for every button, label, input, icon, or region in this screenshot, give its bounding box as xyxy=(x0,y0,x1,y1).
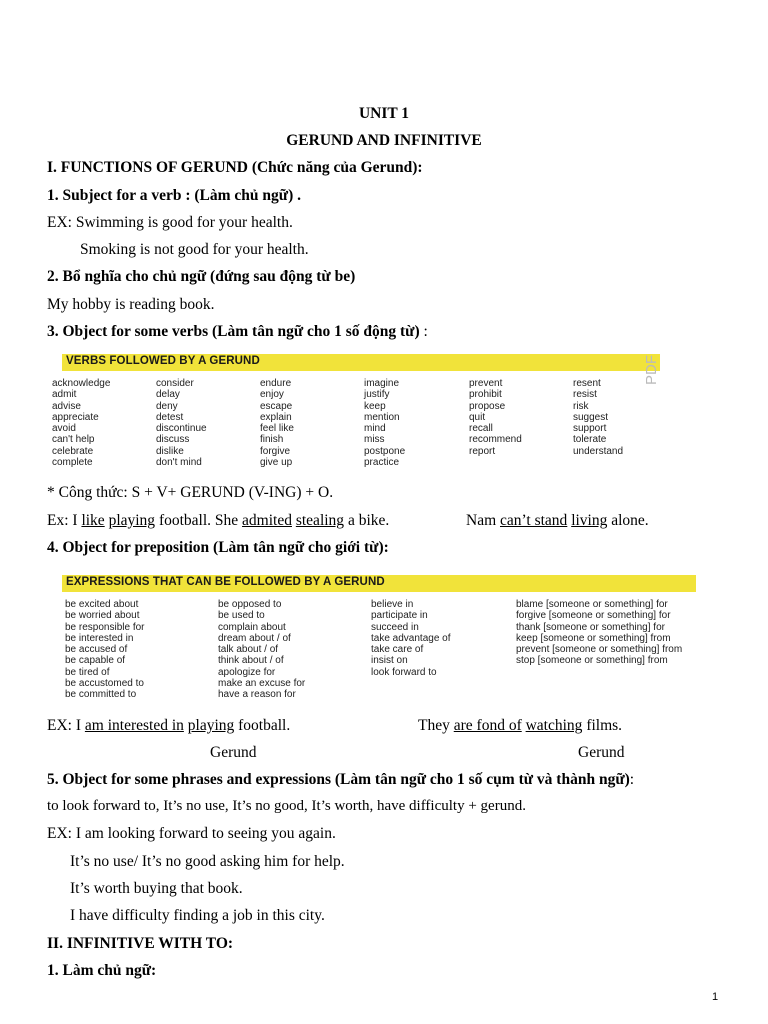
list-item: look forward to xyxy=(371,666,437,678)
verbs-col-3 xyxy=(260,378,294,468)
verbs-col-6 xyxy=(573,378,623,457)
list-item: mind xyxy=(364,423,386,435)
expr-col-1 xyxy=(65,599,145,701)
list-item: detest xyxy=(156,411,184,423)
verbs-gerund-bar xyxy=(62,354,660,371)
list-item: be accused of xyxy=(65,644,128,656)
list-item: deny xyxy=(156,400,178,412)
list-item: celebrate xyxy=(52,445,94,457)
example-2: Smoking is not good for your health. xyxy=(80,241,309,258)
expressions-bar xyxy=(62,575,696,592)
list-item: complete xyxy=(52,457,93,469)
example-3: My hobby is reading book. xyxy=(47,296,215,313)
list-item: blame [someone or something] for xyxy=(516,599,668,610)
s5-list: to look forward to, It’s no use, It’s no good, It’s worth, have difficulty + gerund. xyxy=(47,798,526,814)
list-item: justify xyxy=(364,389,390,401)
list-item: appreciate xyxy=(52,411,99,423)
list-item: support xyxy=(573,423,607,435)
list-item: admit xyxy=(52,389,77,401)
list-item: prevent xyxy=(469,378,503,389)
gerund-label-1: Gerund xyxy=(210,744,257,761)
subsection-5-heading: 5. Object for some phrases and expressions (Làm tân ngữ cho 1 số cụm từ và thành ngữ): xyxy=(47,771,635,788)
list-item: make an excuse for xyxy=(218,678,306,690)
pdf-watermark-icon xyxy=(640,345,662,389)
section-2-sub-1: 1. Làm chủ ngữ: xyxy=(47,962,157,979)
list-item: believe in xyxy=(371,599,414,610)
list-item: be used to xyxy=(218,610,265,622)
example-line-2: Nam can’t stand living alone. xyxy=(466,512,649,529)
verbs-col-4 xyxy=(364,378,405,468)
subsection-3-heading xyxy=(47,323,428,341)
expr-col-4 xyxy=(516,599,682,667)
list-item: prevent [someone or something] from xyxy=(516,644,683,656)
s4-example-2: They are fond of watching films. xyxy=(418,717,623,734)
list-item: talk about / of xyxy=(218,644,279,656)
list-item: be excited about xyxy=(65,599,139,610)
list-item: enjoy xyxy=(260,389,284,401)
subsection-2-heading: 2. Bổ nghĩa cho chủ ngữ (đứng sau động từ be) xyxy=(47,268,356,285)
list-item: be tired of xyxy=(65,666,110,678)
s3-text: . Object for some verbs (Làm tân ngữ cho 1 số động từ) xyxy=(54,323,420,340)
list-item: recommend xyxy=(469,434,522,446)
list-item: dream about / of xyxy=(218,632,291,644)
list-item: take care of xyxy=(371,644,424,656)
list-item: take advantage of xyxy=(371,632,451,644)
list-item: can't help xyxy=(52,434,95,446)
unit-title: UNIT 1 xyxy=(358,105,410,122)
list-item: advise xyxy=(52,400,81,412)
list-item: practice xyxy=(364,457,400,469)
s4-example: EX: I am interested in playing football. xyxy=(47,717,291,734)
list-item: mention xyxy=(364,411,400,423)
subsection-4-heading: 4. Object for preposition (Làm tân ngữ cho giới từ): xyxy=(47,539,389,556)
verbs-gerund-title: VERBS FOLLOWED BY A GERUND xyxy=(66,355,260,367)
list-item: apologize for xyxy=(218,666,276,678)
list-item: postpone xyxy=(364,445,406,457)
list-item: have a reason for xyxy=(218,689,296,701)
list-item: be committed to xyxy=(65,689,137,701)
list-item: be worried about xyxy=(65,610,140,622)
list-item: stop [someone or something] from xyxy=(516,655,668,667)
section-1-heading: I. FUNCTIONS OF GERUND (Chức năng của Gerund): xyxy=(47,159,423,176)
list-item: keep xyxy=(364,400,386,412)
list-item: recall xyxy=(469,423,493,435)
verbs-col-5 xyxy=(469,378,522,457)
svg-text:PDF: PDF xyxy=(643,355,660,385)
expr-col-2 xyxy=(218,599,305,701)
list-item: escape xyxy=(260,400,293,412)
list-item: miss xyxy=(364,434,385,446)
list-item: acknowledge xyxy=(52,378,111,389)
list-item: give up xyxy=(260,457,293,469)
list-item: resent xyxy=(573,378,601,389)
list-item: be responsible for xyxy=(65,621,145,633)
list-item: suggest xyxy=(573,411,609,423)
s5-example-2: It’s no use/ It’s no good asking him for help. xyxy=(70,853,345,870)
list-item: discuss xyxy=(156,434,190,446)
example-1: EX: Swimming is good for your health. xyxy=(47,214,293,231)
list-item: complain about xyxy=(218,621,286,633)
list-item: avoid xyxy=(52,423,76,435)
list-item: keep [someone or something] from xyxy=(516,632,671,644)
list-item: don't mind xyxy=(156,457,202,469)
list-item: delay xyxy=(156,389,180,401)
list-item: feel like xyxy=(260,423,294,435)
list-item: thank [someone or something] for xyxy=(516,621,665,633)
list-item: forgive xyxy=(260,445,291,457)
verbs-col-2 xyxy=(156,378,207,468)
gerund-label-2: Gerund xyxy=(578,744,625,761)
doc-title: GERUND AND INFINITIVE xyxy=(286,132,482,149)
list-item: participate in xyxy=(371,610,428,622)
list-item: propose xyxy=(469,400,506,412)
s3-colon: : xyxy=(419,323,428,340)
list-item: forgive [someone or something] for xyxy=(516,610,671,622)
list-item: be accustomed to xyxy=(65,678,144,690)
list-item: prohibit xyxy=(469,389,502,401)
list-item: tolerate xyxy=(573,434,607,446)
list-item: risk xyxy=(573,400,589,412)
list-item: discontinue xyxy=(156,423,207,435)
list-item: report xyxy=(469,445,496,457)
list-item: dislike xyxy=(156,445,184,457)
s3-number: 3 xyxy=(47,323,55,340)
expressions-title: EXPRESSIONS THAT CAN BE FOLLOWED BY A GERUND xyxy=(66,576,385,588)
list-item: endure xyxy=(260,378,292,389)
list-item: be opposed to xyxy=(218,599,282,610)
section-2-heading: II. INFINITIVE WITH TO: xyxy=(47,935,234,952)
list-item: consider xyxy=(156,378,194,389)
expr-col-3 xyxy=(371,599,451,678)
list-item: quit xyxy=(469,411,486,423)
page-number: 1 xyxy=(712,991,719,1003)
list-item: understand xyxy=(573,445,624,457)
list-item: finish xyxy=(260,434,284,446)
verbs-col-1 xyxy=(52,378,110,468)
list-item: think about / of xyxy=(218,655,284,667)
list-item: succeed in xyxy=(371,621,419,633)
s5-example-1: EX: I am looking forward to seeing you again. xyxy=(47,825,336,842)
s5-example-3: It’s worth buying that book. xyxy=(70,880,243,897)
list-item: be interested in xyxy=(65,632,134,644)
formula: * Công thức: S + V+ GERUND (V-ING) + O. xyxy=(47,484,334,501)
list-item: be capable of xyxy=(65,655,126,667)
list-item: insist on xyxy=(371,655,408,667)
list-item: explain xyxy=(260,411,292,423)
list-item: resist xyxy=(573,389,597,401)
s5-example-4: I have difficulty finding a job in this city. xyxy=(70,907,325,924)
subsection-1-heading: 1. Subject for a verb : (Làm chủ ngữ) . xyxy=(47,187,301,204)
list-item: imagine xyxy=(364,378,400,389)
example-line: Ex: I like playing football. She admited stealing a bike. xyxy=(47,512,390,529)
